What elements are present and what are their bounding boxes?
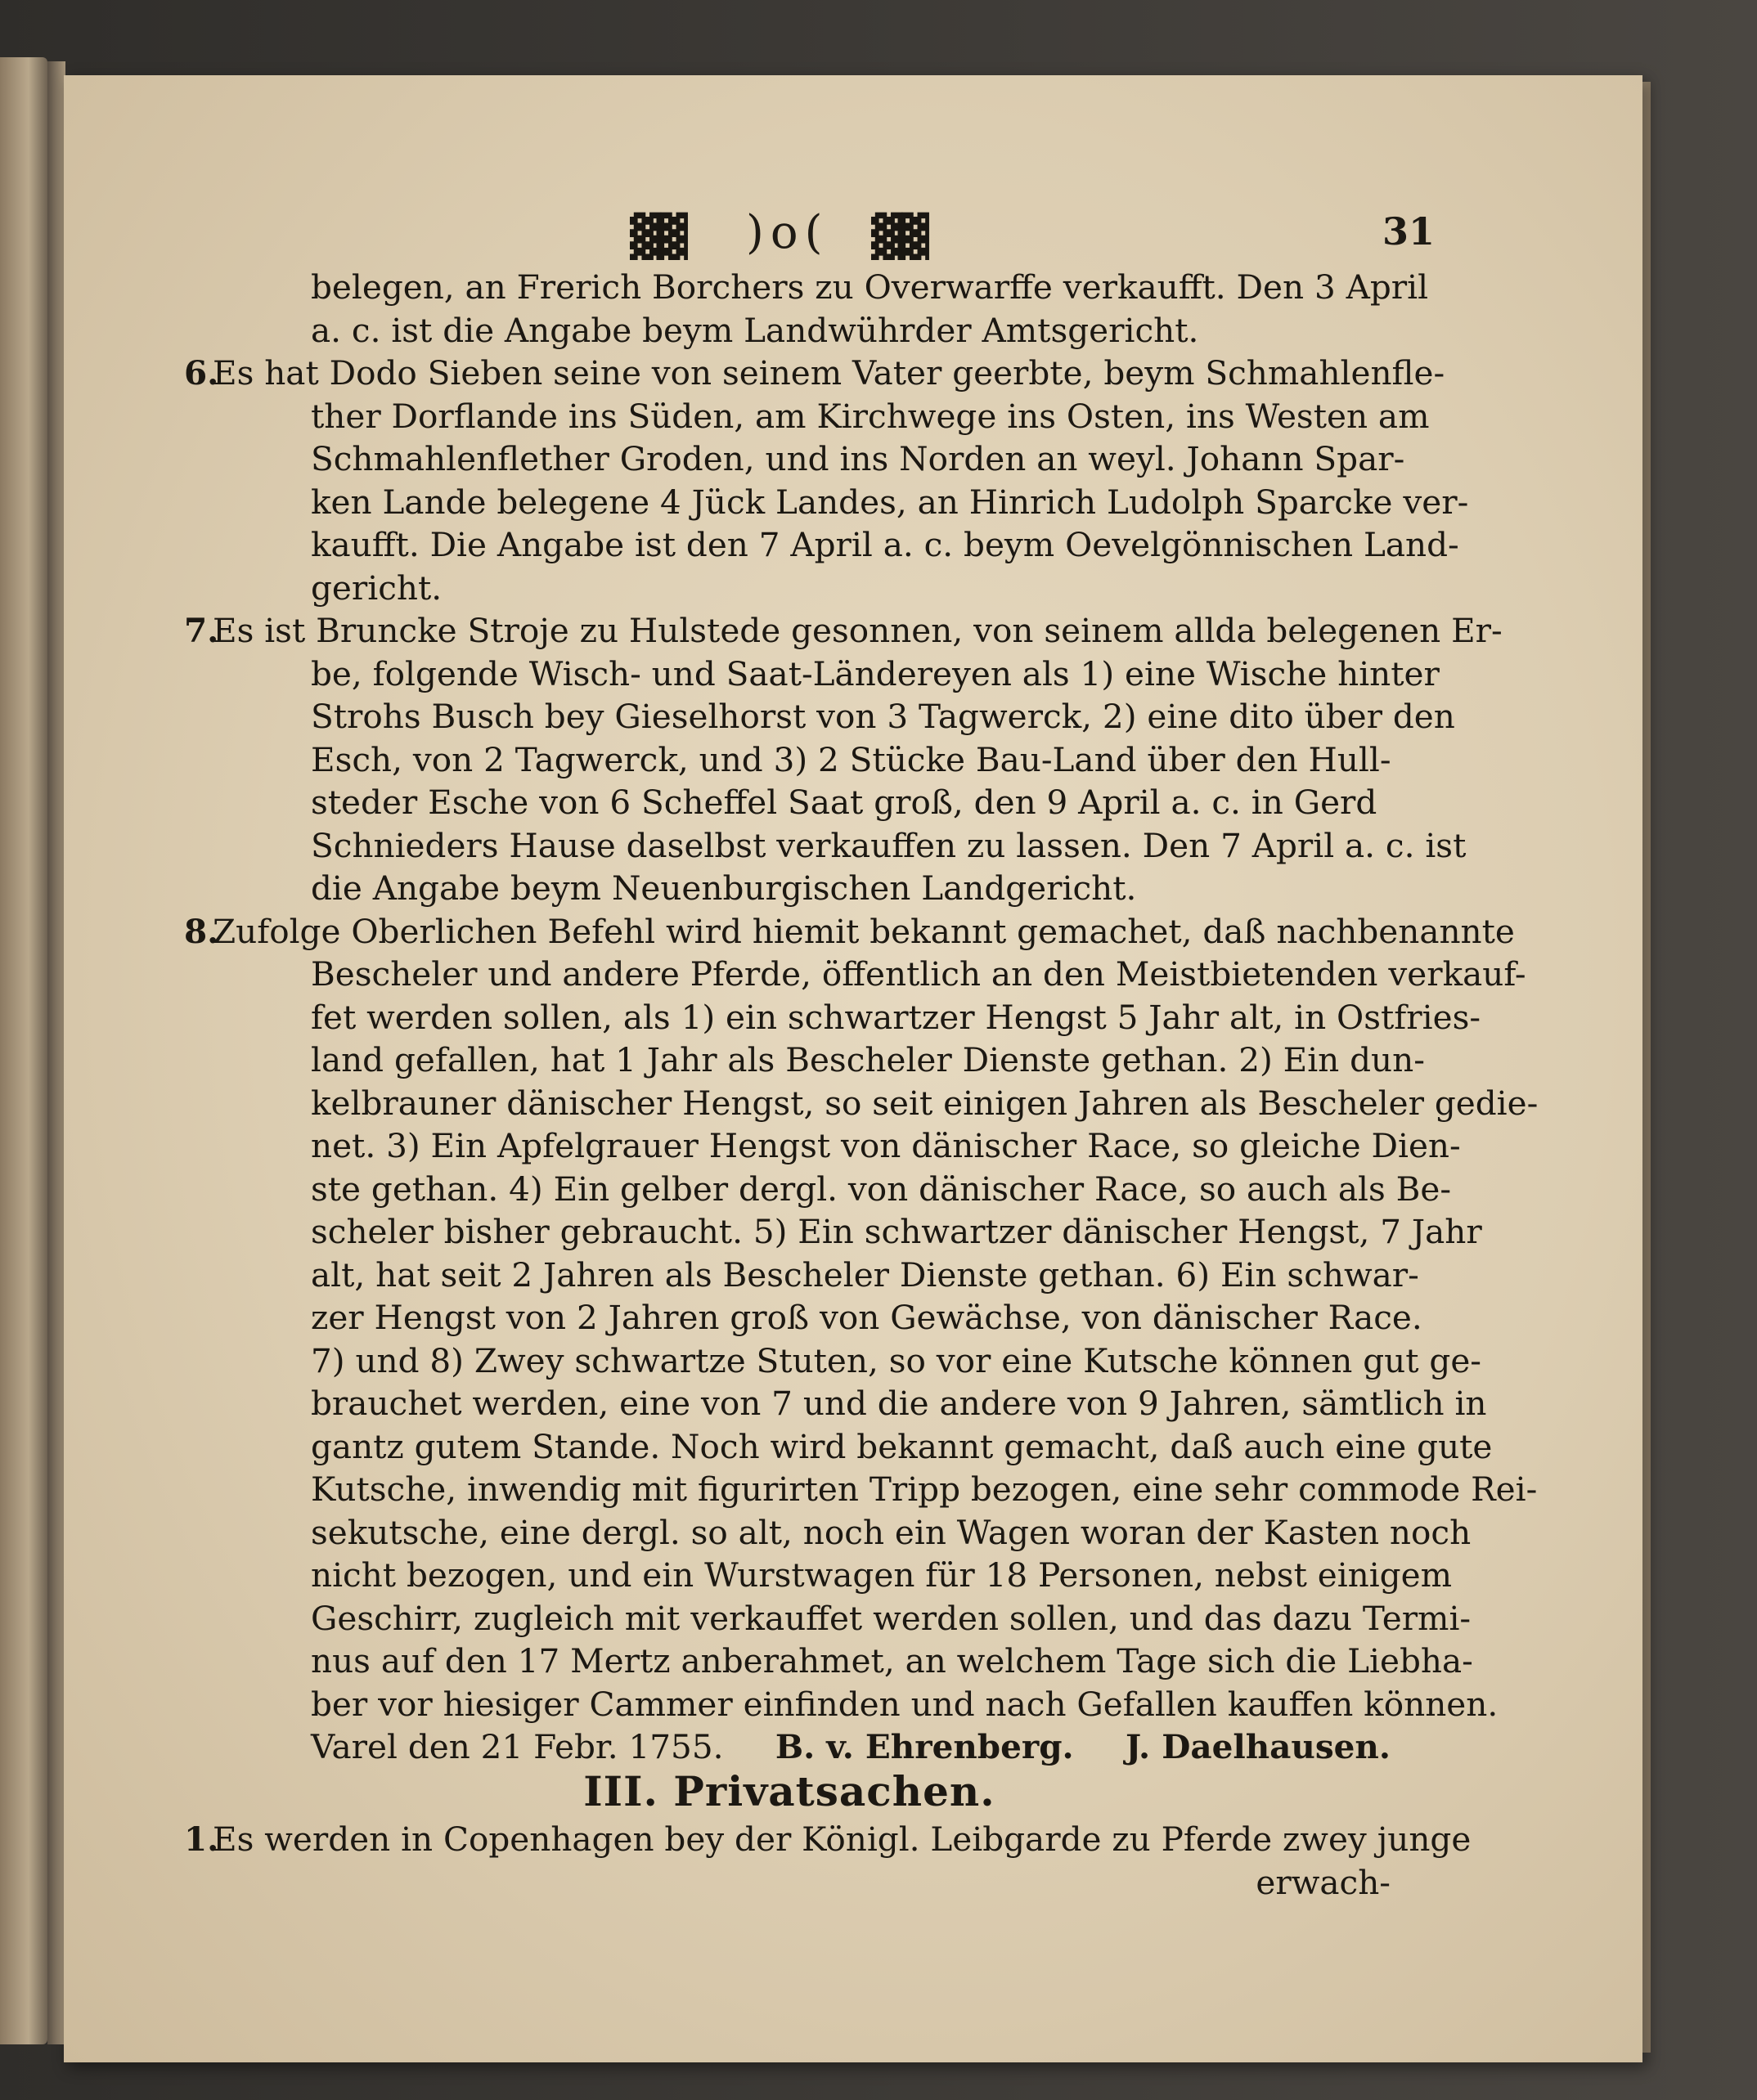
text-line: Kutsche, inwendig mit figurirten Tripp bezogen, eine sehr commode Rei-: [311, 1470, 1538, 1509]
text-line: Schmahlenflether Groden, und ins Norden an weyl. Johann Spar-: [311, 439, 1405, 478]
text-line: Bescheler und andere Pferde, öffentlich an den Meistbietenden verkauf-: [311, 954, 1526, 994]
text-line: ther Dorflande ins Süden, am Kirchwege ins Osten, ins Westen am: [311, 396, 1430, 436]
text-line: Geschirr, zugleich mit verkauffet werden sollen, und das dazu Termi-: [311, 1598, 1472, 1638]
entry-number: 1.: [184, 1820, 219, 1859]
text-line: brauchet werden, eine von 7 und die andere von 9 Jahren, sämtlich in: [311, 1384, 1487, 1423]
text-line: ber vor hiesiger Cammer einfinden und nach Gefallen kauffen können.: [311, 1684, 1499, 1724]
text-line: Es werden in Copenhagen bey der Königl. Leibgarde zu Pferde zwey junge: [213, 1820, 1472, 1859]
text-line: Es hat Dodo Sieben seine von seinem Vater geerbte, beym Schmahlenfle-: [213, 353, 1445, 393]
facing-page-edge: [0, 57, 47, 2044]
text-line: alt, hat seit 2 Jahren als Bescheler Dienste gethan. 6) Ein schwar-: [311, 1254, 1419, 1295]
entry-number: 8.: [184, 911, 219, 951]
ornament-left-icon: ▓▓: [630, 213, 683, 260]
ornament-right-icon: ▓▓: [871, 213, 924, 260]
text-line: steder Esche von 6 Scheffel Saat groß, den 9 April a. c. in Gerd: [311, 783, 1377, 822]
header-marker: )o(: [746, 206, 829, 259]
entry-number: 6.: [184, 353, 219, 393]
text-line: a. c. ist die Angabe beym Landwührder Amtsgericht.: [311, 310, 1199, 350]
text-line: Zufolge Oberlichen Befehl wird hiemit bekannt gemachet, daß nachbenannte: [213, 911, 1515, 951]
text-line: kaufft. Die Angabe ist den 7 April a. c. beym Oevelgönnischen Land-: [311, 525, 1459, 564]
running-header: [164, 203, 1436, 260]
section-heading: III. Privatsachen.: [583, 1766, 995, 1815]
text-line: net. 3) Ein Apfelgrauer Hengst von dänischer Race, so gleiche Dien-: [311, 1126, 1461, 1165]
entry-number: 7.: [184, 611, 219, 650]
entry-continued: [188, 266, 1429, 352]
text-line: Strohs Busch bey Gieselhorst von 3 Tagwerck, 2) eine dito über den: [311, 697, 1455, 736]
text-line: zer Hengst von 2 Jahren groß von Gewächse, von dänischer Race.: [311, 1298, 1422, 1337]
book-gutter: [47, 61, 65, 2044]
entry-7: [184, 609, 1503, 910]
text-line: nicht bezogen, und ein Wurstwagen für 18 Personen, nebst einigem: [311, 1555, 1452, 1595]
place-date: Varel den 21 Febr. 1755.: [311, 1727, 724, 1766]
page-body: [184, 266, 1539, 1904]
text-line: fet werden sollen, als 1) ein schwartzer Hengst 5 Jahr alt, in Ostfries-: [311, 997, 1481, 1037]
text-line: nus auf den 17 Mertz anberahmet, an welchem Tage sich die Liebha-: [311, 1641, 1473, 1680]
text-line: belegen, an Frerich Borchers zu Overwarffe verkaufft. Den 3 April: [311, 267, 1429, 307]
entry-8: [184, 910, 1539, 1726]
text-line: kelbrauner dänischer Hengst, so seit einigen Jahren als Bescheler gedie-: [311, 1083, 1539, 1123]
text-line: sekutsche, eine dergl. so alt, noch ein Wagen woran der Kasten noch: [311, 1512, 1472, 1552]
text-line: Es ist Bruncke Stroje zu Hulstede gesonnen, von seinem allda belegenen Er-: [213, 611, 1503, 650]
text-line: ken Lande belegene 4 Jück Landes, an Hinrich Ludolph Sparcke ver-: [311, 482, 1469, 522]
text-line: scheler bisher gebraucht. 5) Ein schwartzer dänischer Hengst, 7 Jahr: [311, 1212, 1482, 1251]
text-line: Esch, von 2 Tagwerck, und 3) 2 Stücke Bau-Land über den Hull-: [311, 739, 1391, 779]
text-line: Schnieders Hause daselbst verkauffen zu lassen. Den 7 April a. c. ist: [311, 825, 1467, 865]
catchword: erwach-: [1256, 1862, 1391, 1902]
text-line: ste gethan. 4) Ein gelber dergl. von dänischer Race, so auch als Be-: [311, 1169, 1452, 1209]
entry-6: [184, 352, 1469, 609]
page-number: 31: [1382, 209, 1436, 254]
private-entry-1: [184, 1818, 1472, 1861]
text-line: die Angabe beym Neuenburgischen Landgericht.: [311, 868, 1137, 908]
text-line: gantz gutem Stande. Noch wird bekannt gemacht, daß auch eine gute: [311, 1426, 1493, 1466]
text-line: be, folgende Wisch- und Saat-Ländereyen als 1) eine Wische hinter: [311, 653, 1440, 693]
text-line: land gefallen, hat 1 Jahr als Bescheler Dienste gethan. 2) Ein dun-: [311, 1040, 1425, 1079]
signer: B. v. Ehrenberg.: [775, 1727, 1074, 1766]
text-line: gericht.: [311, 568, 443, 608]
signature-line: [188, 1725, 1391, 1769]
signer: J. Daelhausen.: [1126, 1727, 1391, 1766]
text-line: 7) und 8) Zwey schwartze Stuten, so vor eine Kutsche können gut ge-: [311, 1340, 1481, 1380]
